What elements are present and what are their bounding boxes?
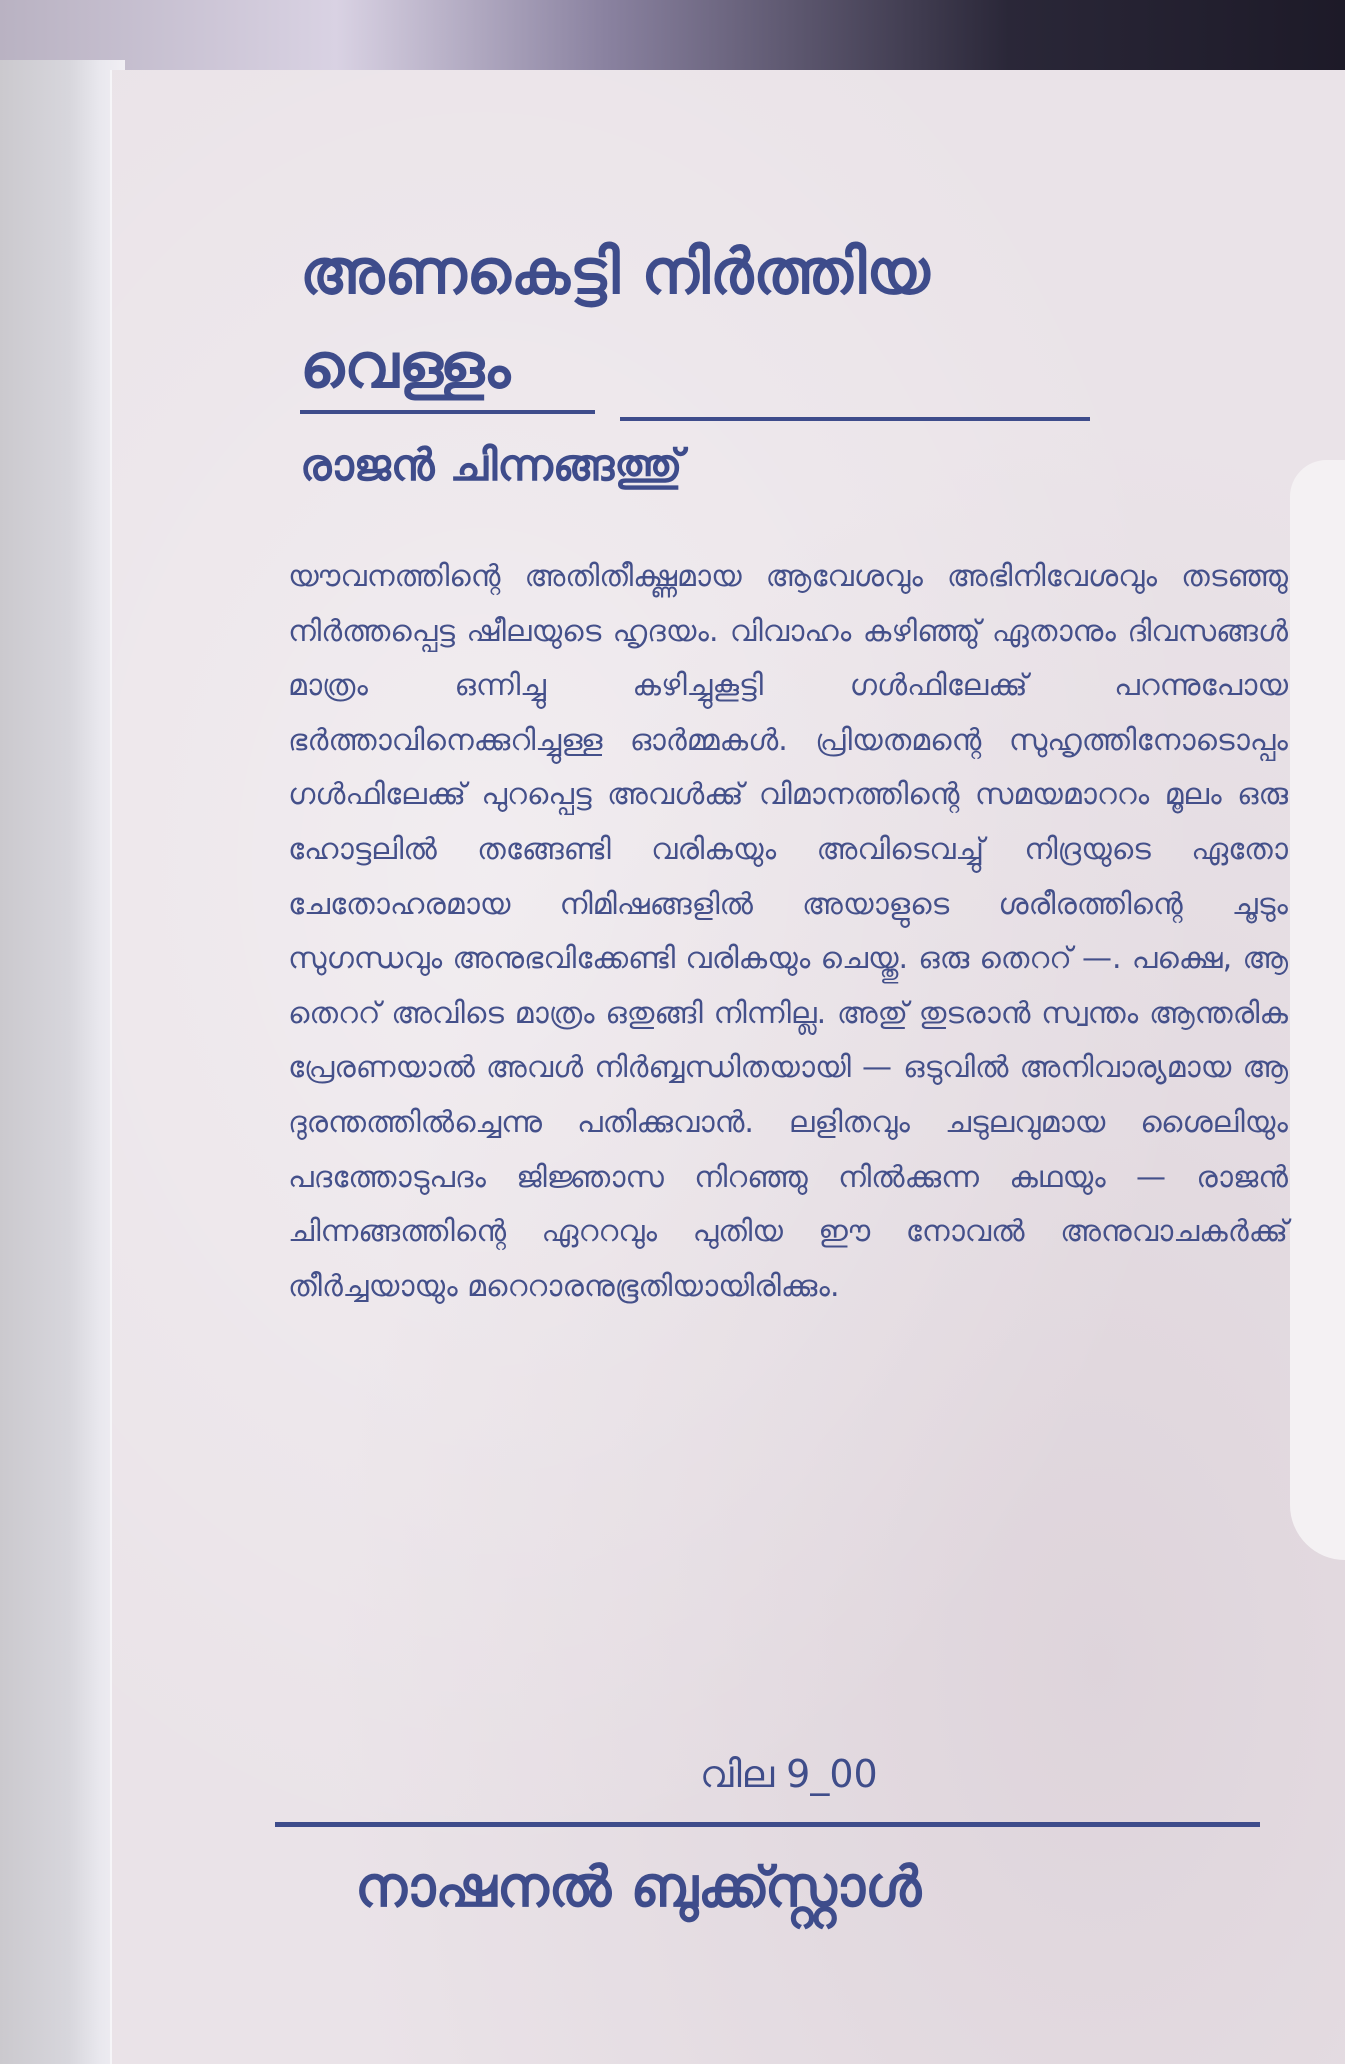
- price-label: വില 9_00: [700, 1752, 878, 1796]
- background-top-edge: [0, 0, 1345, 80]
- torn-paper-patch: [1290, 460, 1345, 1560]
- title-divider-right: [620, 417, 1090, 421]
- author-name: രാജൻ ചിന്നങ്ങത്തു്: [300, 440, 683, 491]
- book-blurb: യൗവനത്തിന്റെ അതിതീക്ഷ്ണമായ ആവേശവും അഭിനിവേശവും തടഞ്ഞു നിർത്തപ്പെട്ട ഷീലയുടെ ഹൃദയം. വിവാഹം കഴിഞ്ഞു് ഏതാനും ദിവസങ്ങൾ മാത്രം ഒന്നിച്ചു കഴിച്ചുകൂട്ടി ഗൾഫിലേക്കു് പറന്നുപോയ ഭർത്താവിനെക്കുറിച്ചുള്ള ഓർമ്മകൾ. പ്രിയതമന്റെ സുഹൃത്തിനോടൊപ്പം ഗൾഫിലേക്കു് പുറപ്പെട്ട അവൾക്കു് വിമാനത്തിന്റെ സമയമാററം മൂലം ഒരു ഹോട്ടലിൽ തങ്ങേണ്ടി വരികയും അവിടെവച്ചു് നിദ്രയുടെ ഏതോ ചേതോഹരമായ നിമിഷങ്ങളിൽ അയാളുടെ ശരീരത്തിന്റെ ചൂടും സുഗന്ധവും അനുഭവിക്കേണ്ടി വരികയും ചെയ്തു. ഒരു തെററ് —. പക്ഷെ, ആ തെററ് അവിടെ മാത്രം ഒതുങ്ങി നിന്നില്ല. അതു് തുടരാൻ സ്വന്തം ആന്തരിക പ്രേരണയാൽ അവൾ നിർബ്ബന്ധിതയായി — ഒടുവിൽ അനിവാര്യമായ ആ ദുരന്തത്തിൽച്ചെന്നു പതിക്കുവാൻ. ലളിതവും ചടുലവുമായ ശൈലിയും പദത്തോടുപദം ജിജ്ഞാസ നിറഞ്ഞു നിൽക്കുന്ന കഥയും — രാജൻ ചിന്നങ്ങത്തിന്റെ ഏററവും പുതിയ ഈ നോവൽ അനുവാചകർക്കു് തീർച്ചയായും മറെറാരനുഭൂതിയായിരിക്കും.: [288, 559, 1288, 1304]
- publisher-divider: [275, 1822, 1260, 1827]
- book-title: അണകെട്ടി നിർത്തിയ വെള്ളം: [300, 235, 930, 402]
- book-spine-edge: [0, 60, 125, 2064]
- publisher-name: നാഷനൽ ബുക്ക്സ്റ്റാൾ: [355, 1855, 922, 1920]
- title-divider-left: [300, 410, 595, 414]
